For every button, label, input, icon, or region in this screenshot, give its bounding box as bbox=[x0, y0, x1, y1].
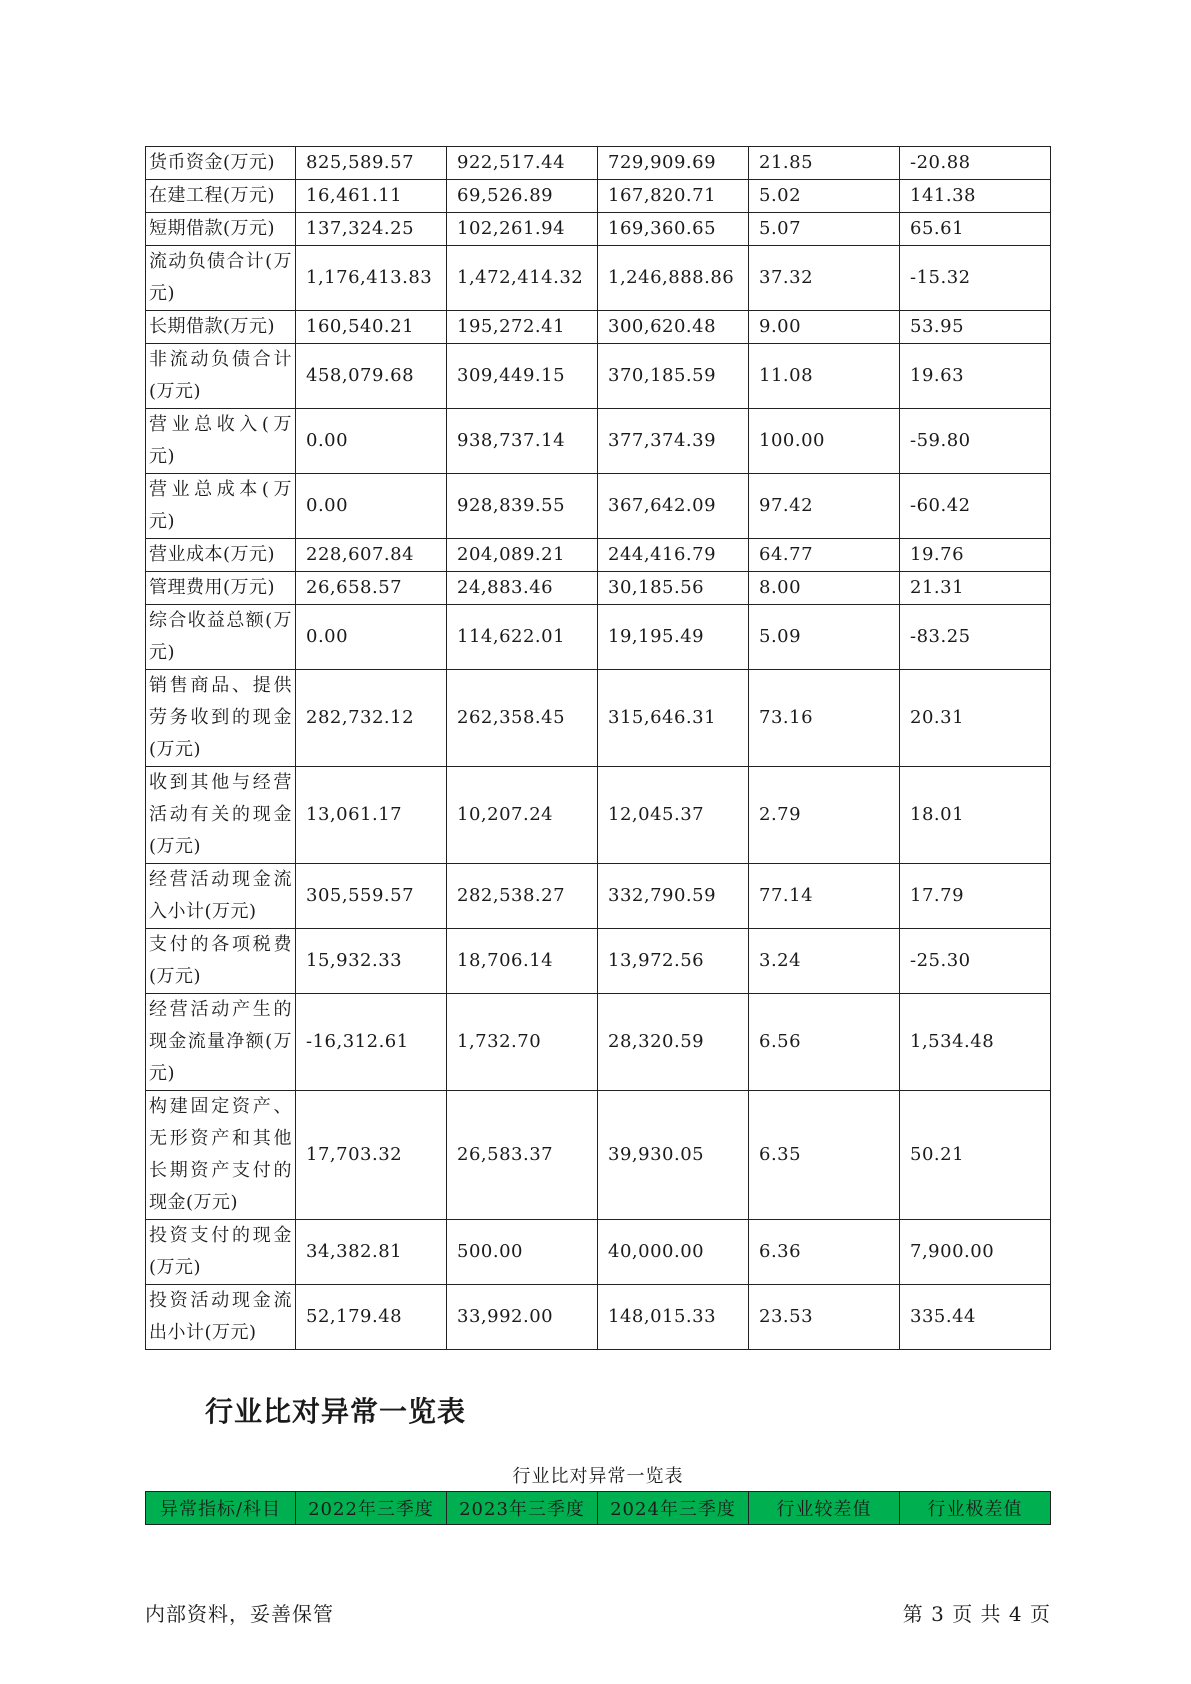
table-row bbox=[146, 929, 1051, 994]
header-cell: 行业极差值 bbox=[900, 1492, 1051, 1525]
value-cell: 167,820.71 bbox=[598, 180, 749, 213]
table-row bbox=[146, 864, 1051, 929]
value-cell: -20.88 bbox=[900, 147, 1051, 180]
value-cell: 7,900.00 bbox=[900, 1220, 1051, 1285]
value-cell: 53.95 bbox=[900, 311, 1051, 344]
value-cell: 5.02 bbox=[749, 180, 900, 213]
value-cell: 114,622.01 bbox=[447, 605, 598, 670]
value-cell: 228,607.84 bbox=[296, 539, 447, 572]
row-label-cell: 营业总成本(万元) bbox=[146, 474, 296, 539]
value-cell: 137,324.25 bbox=[296, 213, 447, 246]
value-cell: 6.35 bbox=[749, 1091, 900, 1220]
value-cell: 26,658.57 bbox=[296, 572, 447, 605]
row-label-cell: 管理费用(万元) bbox=[146, 572, 296, 605]
value-cell: 19.76 bbox=[900, 539, 1051, 572]
value-cell: 65.61 bbox=[900, 213, 1051, 246]
table-row bbox=[146, 572, 1051, 605]
table-row bbox=[146, 147, 1051, 180]
value-cell: 21.31 bbox=[900, 572, 1051, 605]
value-cell: 13,061.17 bbox=[296, 767, 447, 864]
row-label-cell: 支付的各项税费(万元) bbox=[146, 929, 296, 994]
value-cell: 1,176,413.83 bbox=[296, 246, 447, 311]
value-cell: 5.07 bbox=[749, 213, 900, 246]
value-cell: 332,790.59 bbox=[598, 864, 749, 929]
header-cell: 2024年三季度 bbox=[598, 1492, 749, 1525]
header-cell: 行业较差值 bbox=[749, 1492, 900, 1525]
table-row bbox=[146, 539, 1051, 572]
value-cell: 0.00 bbox=[296, 605, 447, 670]
table-row bbox=[146, 1220, 1051, 1285]
table-row bbox=[146, 1285, 1051, 1350]
value-cell: 10,207.24 bbox=[447, 767, 598, 864]
value-cell: 40,000.00 bbox=[598, 1220, 749, 1285]
footer-page-number: 第 3 页 共 4 页 bbox=[902, 1602, 1051, 1626]
value-cell: 458,079.68 bbox=[296, 344, 447, 409]
table-row bbox=[146, 670, 1051, 767]
row-label-cell: 非流动负债合计(万元) bbox=[146, 344, 296, 409]
table-row bbox=[146, 767, 1051, 864]
row-label-cell: 收到其他与经营活动有关的现金(万元) bbox=[146, 767, 296, 864]
value-cell: 1,732.70 bbox=[447, 994, 598, 1091]
value-cell: -83.25 bbox=[900, 605, 1051, 670]
value-cell: 21.85 bbox=[749, 147, 900, 180]
value-cell: 282,538.27 bbox=[447, 864, 598, 929]
header-cell: 异常指标/科目 bbox=[146, 1492, 296, 1525]
row-label-cell: 销售商品、提供劳务收到的现金(万元) bbox=[146, 670, 296, 767]
row-label-cell: 经营活动产生的现金流量净额(万元) bbox=[146, 994, 296, 1091]
value-cell: 12,045.37 bbox=[598, 767, 749, 864]
value-cell: 69,526.89 bbox=[447, 180, 598, 213]
value-cell: 335.44 bbox=[900, 1285, 1051, 1350]
value-cell: 169,360.65 bbox=[598, 213, 749, 246]
row-label-cell: 货币资金(万元) bbox=[146, 147, 296, 180]
value-cell: 97.42 bbox=[749, 474, 900, 539]
value-cell: 24,883.46 bbox=[447, 572, 598, 605]
header-cell: 2022年三季度 bbox=[296, 1492, 447, 1525]
value-cell: 141.38 bbox=[900, 180, 1051, 213]
value-cell: 1,534.48 bbox=[900, 994, 1051, 1091]
value-cell: 5.09 bbox=[749, 605, 900, 670]
value-cell: 300,620.48 bbox=[598, 311, 749, 344]
table-row bbox=[146, 474, 1051, 539]
value-cell: 0.00 bbox=[296, 409, 447, 474]
row-label-cell: 在建工程(万元) bbox=[146, 180, 296, 213]
value-cell: 6.36 bbox=[749, 1220, 900, 1285]
row-label-cell: 构建固定资产、无形资产和其他长期资产支付的现金(万元) bbox=[146, 1091, 296, 1220]
value-cell: -25.30 bbox=[900, 929, 1051, 994]
row-label-cell: 流动负债合计(万元) bbox=[146, 246, 296, 311]
value-cell: 377,374.39 bbox=[598, 409, 749, 474]
table-row bbox=[146, 605, 1051, 670]
row-label-cell: 长期借款(万元) bbox=[146, 311, 296, 344]
value-cell: 9.00 bbox=[749, 311, 900, 344]
value-cell: 100.00 bbox=[749, 409, 900, 474]
value-cell: 33,992.00 bbox=[447, 1285, 598, 1350]
row-label-cell: 营业成本(万元) bbox=[146, 539, 296, 572]
table-row bbox=[146, 246, 1051, 311]
value-cell: 2.79 bbox=[749, 767, 900, 864]
financial-data-table bbox=[145, 146, 1051, 1350]
table-row bbox=[146, 311, 1051, 344]
value-cell: -16,312.61 bbox=[296, 994, 447, 1091]
row-label-cell: 经营活动现金流入小计(万元) bbox=[146, 864, 296, 929]
table-row bbox=[146, 344, 1051, 409]
value-cell: 102,261.94 bbox=[447, 213, 598, 246]
table-row bbox=[146, 409, 1051, 474]
table-caption: 行业比对异常一览表 bbox=[512, 1466, 684, 1487]
header-cell: 2023年三季度 bbox=[447, 1492, 598, 1525]
value-cell: 500.00 bbox=[447, 1220, 598, 1285]
value-cell: -59.80 bbox=[900, 409, 1051, 474]
value-cell: 0.00 bbox=[296, 474, 447, 539]
table-row bbox=[146, 1091, 1051, 1220]
footer-confidential-note: 内部资料，妥善保管 bbox=[145, 1602, 334, 1626]
value-cell: 52,179.48 bbox=[296, 1285, 447, 1350]
header-row bbox=[146, 1492, 1051, 1525]
value-cell: 3.24 bbox=[749, 929, 900, 994]
value-cell: 13,972.56 bbox=[598, 929, 749, 994]
value-cell: 367,642.09 bbox=[598, 474, 749, 539]
value-cell: 73.16 bbox=[749, 670, 900, 767]
value-cell: 262,358.45 bbox=[447, 670, 598, 767]
value-cell: 729,909.69 bbox=[598, 147, 749, 180]
value-cell: 204,089.21 bbox=[447, 539, 598, 572]
value-cell: 17.79 bbox=[900, 864, 1051, 929]
row-label-cell: 综合收益总额(万元) bbox=[146, 605, 296, 670]
value-cell: 30,185.56 bbox=[598, 572, 749, 605]
value-cell: 37.32 bbox=[749, 246, 900, 311]
value-cell: 39,930.05 bbox=[598, 1091, 749, 1220]
value-cell: 195,272.41 bbox=[447, 311, 598, 344]
table-row bbox=[146, 213, 1051, 246]
value-cell: 370,185.59 bbox=[598, 344, 749, 409]
value-cell: 19,195.49 bbox=[598, 605, 749, 670]
value-cell: 160,540.21 bbox=[296, 311, 447, 344]
value-cell: 15,932.33 bbox=[296, 929, 447, 994]
value-cell: 938,737.14 bbox=[447, 409, 598, 474]
value-cell: 6.56 bbox=[749, 994, 900, 1091]
value-cell: 244,416.79 bbox=[598, 539, 749, 572]
value-cell: 16,461.11 bbox=[296, 180, 447, 213]
value-cell: 8.00 bbox=[749, 572, 900, 605]
value-cell: -15.32 bbox=[900, 246, 1051, 311]
value-cell: 922,517.44 bbox=[447, 147, 598, 180]
value-cell: 18.01 bbox=[900, 767, 1051, 864]
value-cell: 1,472,414.32 bbox=[447, 246, 598, 311]
value-cell: 148,015.33 bbox=[598, 1285, 749, 1350]
value-cell: 1,246,888.86 bbox=[598, 246, 749, 311]
value-cell: 17,703.32 bbox=[296, 1091, 447, 1220]
row-label-cell: 短期借款(万元) bbox=[146, 213, 296, 246]
value-cell: 825,589.57 bbox=[296, 147, 447, 180]
table-row bbox=[146, 180, 1051, 213]
table-row bbox=[146, 994, 1051, 1091]
value-cell: 11.08 bbox=[749, 344, 900, 409]
value-cell: 28,320.59 bbox=[598, 994, 749, 1091]
value-cell: 18,706.14 bbox=[447, 929, 598, 994]
value-cell: 23.53 bbox=[749, 1285, 900, 1350]
value-cell: 50.21 bbox=[900, 1091, 1051, 1220]
value-cell: 315,646.31 bbox=[598, 670, 749, 767]
value-cell: 64.77 bbox=[749, 539, 900, 572]
value-cell: 20.31 bbox=[900, 670, 1051, 767]
value-cell: 282,732.12 bbox=[296, 670, 447, 767]
value-cell: 77.14 bbox=[749, 864, 900, 929]
value-cell: -60.42 bbox=[900, 474, 1051, 539]
value-cell: 26,583.37 bbox=[447, 1091, 598, 1220]
row-label-cell: 投资活动现金流出小计(万元) bbox=[146, 1285, 296, 1350]
value-cell: 305,559.57 bbox=[296, 864, 447, 929]
row-label-cell: 投资支付的现金(万元) bbox=[146, 1220, 296, 1285]
value-cell: 928,839.55 bbox=[447, 474, 598, 539]
value-cell: 309,449.15 bbox=[447, 344, 598, 409]
value-cell: 34,382.81 bbox=[296, 1220, 447, 1285]
row-label-cell: 营业总收入(万元) bbox=[146, 409, 296, 474]
anomaly-header-table bbox=[145, 1491, 1051, 1525]
section-heading: 行业比对异常一览表 bbox=[205, 1395, 467, 1428]
value-cell: 19.63 bbox=[900, 344, 1051, 409]
